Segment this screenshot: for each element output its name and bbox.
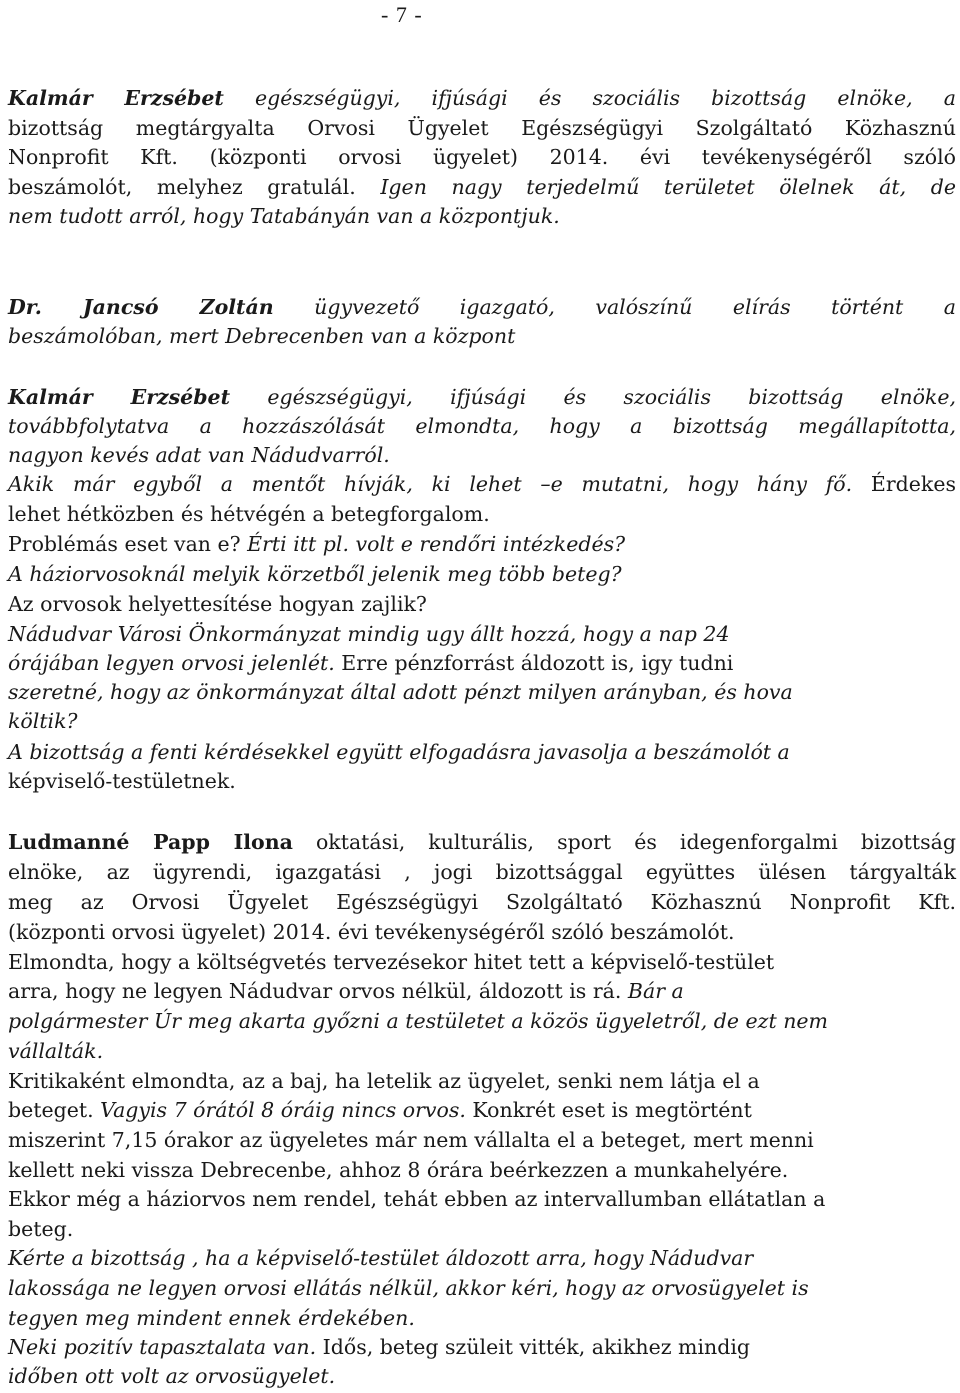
text-line: Problémás eset van e? Érti itt pl. volt e rendőri intézkedés?	[8, 532, 626, 556]
text-line: Kritikaként elmondta, az a baj, ha letelik az ügyelet, senki nem látja el a	[8, 1069, 760, 1093]
text-line: polgármester Úr meg akarta győzni a testületet a közös ügyeletről, de ezt nem	[8, 1009, 828, 1033]
page-number: - 7 -	[381, 2, 423, 27]
text-line: Kalmár Erzsébet egészségügyi, ifjúsági és szociális bizottság elnöke,	[8, 385, 957, 409]
speaker-name: Ludmanné Papp Ilona	[8, 830, 293, 854]
text-line: Elmondta, hogy a költségvetés tervezésekor hitet tett a képviselő-testület	[8, 950, 775, 974]
text-line: Dr. Jancsó Zoltán ügyvezető igazgató, valószínű elírás történt a	[8, 295, 956, 319]
text-line: Az orvosok helyettesítése hogyan zajlik?	[8, 592, 427, 616]
text-line: Kalmár Erzsébet egészségügyi, ifjúsági és szociális bizottság elnöke, a	[8, 86, 956, 110]
text-line: Nonprofit Kft. (központi orvosi ügyelet) 2014. évi tevékenységéről szóló	[8, 145, 956, 169]
text-line: szeretné, hogy az önkormányzat által adott pénzt milyen arányban, és hova	[8, 680, 793, 704]
text-line: órájában legyen orvosi jelenlét. Erre pénzforrást áldozott is, igy tudni	[8, 651, 734, 675]
text-line: elnöke, az ügyrendi, igazgatási , jogi bizottsággal együttes ülésen tárgyalták	[8, 860, 956, 884]
text-line: A bizottság a fenti kérdésekkel együtt elfogadásra javasolja a beszámolót a	[8, 740, 790, 764]
text-line: miszerint 7,15 órakor az ügyeletes már nem vállalta el a beteget, mert menni	[8, 1128, 814, 1152]
text-line: képviselő-testületnek.	[8, 769, 236, 793]
text-line: időben ott volt az orvosügyelet.	[8, 1364, 336, 1388]
text-line: vállalták.	[8, 1039, 104, 1063]
text-line: beteg.	[8, 1217, 74, 1241]
text-line: Akik már egyből a mentőt hívják, ki lehet –e mutatni, hogy hány fő. Érdekes	[8, 472, 957, 496]
text-line: bizottság megtárgyalta Orvosi Ügyelet Egészségügyi Szolgáltató Közhasznú	[8, 116, 956, 140]
text-line: Ekkor még a háziorvos nem rendel, tehát ebben az intervallumban ellátatlan a	[8, 1187, 826, 1211]
text-line: kellett neki vissza Debrecenbe, ahhoz 8 órára beérkezzen a munkahelyére.	[8, 1158, 789, 1182]
text-line: továbbfolytatva a hozzászólását elmondta, hogy a bizottság megállapította,	[8, 414, 956, 438]
text-line: Ludmanné Papp Ilona oktatási, kulturális, sport és idegenforgalmi bizottság	[8, 830, 957, 854]
text-line: beteget. Vagyis 7 órától 8 óráig nincs orvos. Konkrét eset is megtörtént	[8, 1098, 752, 1122]
text-line: költik?	[8, 709, 78, 733]
text-line: lehet hétközben és hétvégén a betegforgalom.	[8, 502, 490, 526]
text-line: A háziorvosoknál melyik körzetből jelenik meg több beteg?	[8, 562, 622, 586]
speaker-name: Kalmár Erzsébet	[8, 86, 224, 110]
text-line: Nádudvar Városi Önkormányzat mindig ugy állt hozzá, hogy a nap 24	[8, 622, 730, 646]
speaker-name: Kalmár Erzsébet	[8, 385, 231, 409]
text-line: (központi orvosi ügyelet) 2014. évi tevékenységéről szóló beszámolót.	[8, 920, 735, 944]
text-line: Kérte a bizottság , ha a képviselő-testület áldozott arra, hogy Nádudvar	[8, 1246, 754, 1270]
text-line: meg az Orvosi Ügyelet Egészségügyi Szolgáltató Közhasznú Nonprofit Kft.	[8, 890, 956, 914]
text-line: beszámolót, melyhez gratulál. Igen nagy terjedelmű területet ölelnek át, de	[8, 175, 957, 199]
text-line: beszámolóban, mert Debrecenben van a központ	[8, 324, 516, 348]
text-line: arra, hogy ne legyen Nádudvar orvos nélkül, áldozott is rá. Bár a	[8, 979, 684, 1003]
text-line: nagyon kevés adat van Nádudvarról.	[8, 443, 390, 467]
text-line: nem tudott arról, hogy Tatabányán van a központjuk.	[8, 204, 560, 228]
text-line: lakossága ne legyen orvosi ellátás nélkül, akkor kéri, hogy az orvosügyelet is	[8, 1276, 809, 1300]
text-line: Neki pozitív tapasztalata van. Idős, beteg szüleit vitték, akikhez mindig	[8, 1335, 751, 1359]
text-line: tegyen meg mindent ennek érdekében.	[8, 1306, 415, 1330]
speaker-name: Dr. Jancsó Zoltán	[8, 295, 274, 319]
